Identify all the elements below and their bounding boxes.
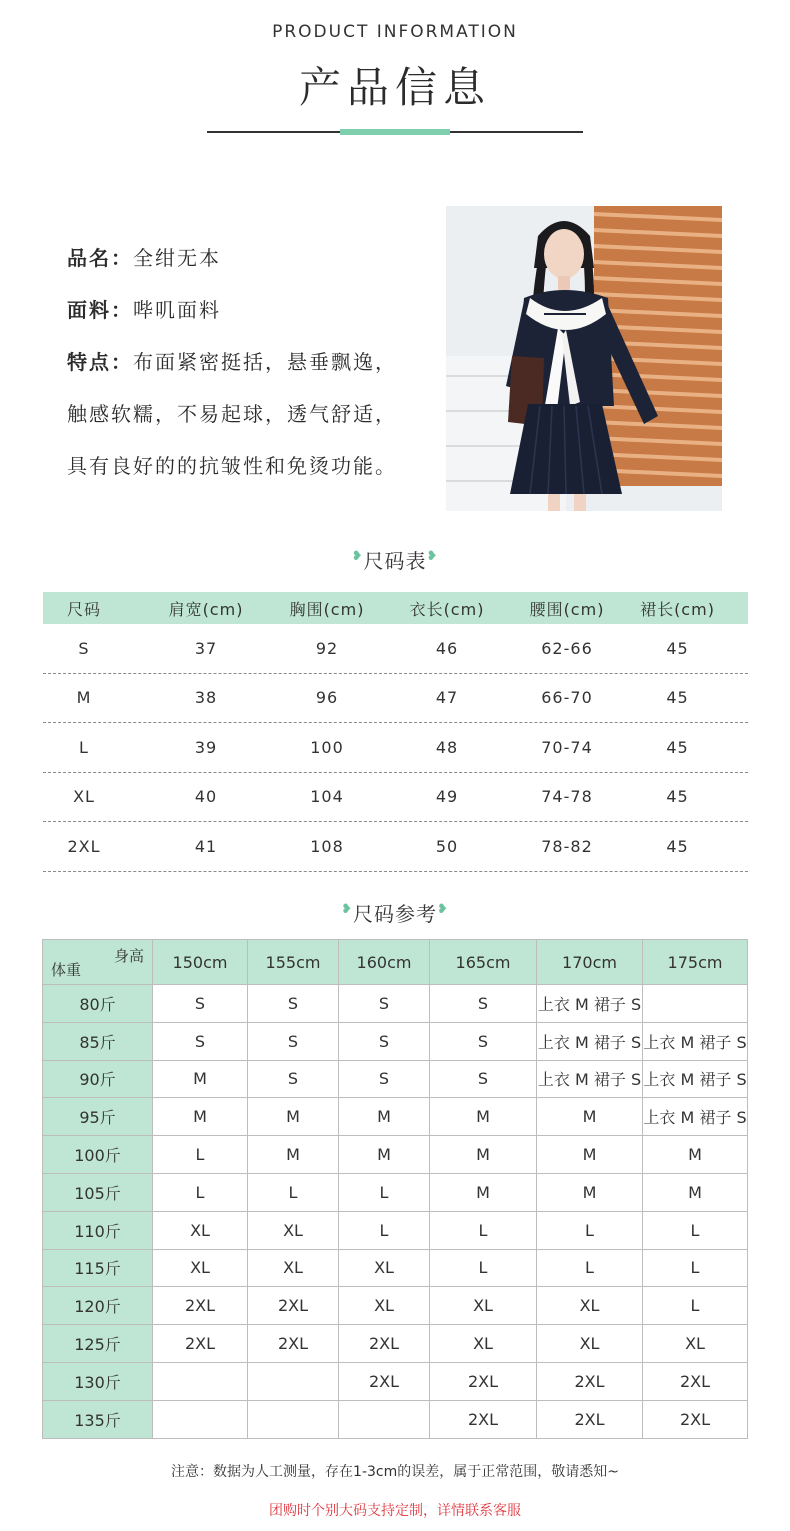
weight-cell: 125斤	[43, 1325, 153, 1363]
size-chart-cell: 46	[435, 638, 459, 658]
recommended-size-cell: 2XL	[643, 1362, 748, 1400]
product-features-text-1: 布面紧密挺括，悬垂飘逸，	[133, 350, 397, 374]
size-reference-row	[43, 1287, 748, 1325]
recommended-size-cell: S	[339, 985, 430, 1023]
recommended-size-cell: 上衣 M 裙子 S	[537, 1022, 643, 1060]
header-title-en: PRODUCT INFORMATION	[272, 22, 518, 42]
recommended-size-cell: M	[643, 1173, 748, 1211]
heart-icon: ❥	[341, 902, 353, 917]
product-photo	[446, 206, 722, 511]
size-reference-row	[43, 1325, 748, 1363]
recommended-size-cell: S	[339, 1060, 430, 1098]
recommended-size-cell: M	[153, 1098, 248, 1136]
size-chart-cell: 104	[310, 787, 344, 807]
size-reference-row	[43, 1400, 748, 1438]
size-chart-cell: XL	[73, 787, 95, 807]
recommended-size-cell: 2XL	[643, 1400, 748, 1438]
size-chart-cell: 108	[310, 836, 344, 856]
height-header-cell: 155cm	[248, 940, 339, 985]
size-chart-cell: 40	[194, 787, 218, 807]
weight-cell: 115斤	[43, 1249, 153, 1287]
recommended-size-cell: L	[153, 1136, 248, 1174]
product-fabric-line	[67, 294, 221, 323]
size-reference-title	[0, 898, 790, 927]
recommended-size-cell: L	[537, 1211, 643, 1249]
size-chart-cell: 92	[315, 638, 339, 658]
weight-axis-label: 体重	[51, 961, 82, 979]
heart-icon: ❥	[426, 549, 439, 564]
size-chart-row	[43, 624, 748, 674]
size-chart-header-cell: 肩宽(cm)	[168, 599, 244, 619]
size-chart-cell: 45	[666, 836, 689, 856]
size-reference-row	[43, 1173, 748, 1211]
recommended-size-cell: M	[643, 1136, 748, 1174]
size-chart-cell: 47	[435, 688, 459, 708]
recommended-size-cell: 上衣 M 裙子 S	[537, 985, 643, 1023]
recommended-size-cell: 2XL	[248, 1287, 339, 1325]
size-chart-cell: L	[79, 737, 89, 757]
recommended-size-cell	[248, 1362, 339, 1400]
recommended-size-cell: XL	[339, 1249, 430, 1287]
recommended-size-cell: 2XL	[153, 1287, 248, 1325]
recommended-size-cell: L	[248, 1173, 339, 1211]
recommended-size-cell: S	[153, 985, 248, 1023]
size-chart-cell: 66-70	[541, 688, 593, 708]
size-reference-row	[43, 1249, 748, 1287]
size-chart-cell: 48	[435, 737, 459, 757]
recommended-size-cell: 2XL	[537, 1400, 643, 1438]
size-chart-cell: 50	[435, 836, 459, 856]
size-chart-header-cell: 尺码	[66, 599, 101, 619]
size-reference-body	[43, 985, 748, 1439]
recommended-size-cell	[248, 1400, 339, 1438]
product-features-label: 特点：	[67, 350, 133, 374]
header-title-cn: 产品信息	[298, 63, 491, 112]
size-chart-title	[0, 545, 790, 574]
size-chart-cell: 49	[435, 787, 459, 807]
size-chart-cell: 45	[666, 737, 689, 757]
size-chart-cell: 45	[666, 688, 689, 708]
recommended-size-cell: S	[430, 1022, 537, 1060]
recommended-size-cell	[153, 1400, 248, 1438]
size-chart-header-cell: 胸围(cm)	[289, 599, 365, 619]
recommended-size-cell: M	[430, 1098, 537, 1136]
size-reference-corner-cell	[43, 940, 153, 985]
recommended-size-cell: XL	[248, 1211, 339, 1249]
recommended-size-cell	[643, 985, 748, 1023]
size-chart-row	[43, 773, 748, 823]
recommended-size-cell: S	[248, 985, 339, 1023]
weight-cell: 105斤	[43, 1173, 153, 1211]
recommended-size-cell: S	[430, 985, 537, 1023]
recommended-size-cell: XL	[248, 1249, 339, 1287]
recommended-size-cell	[153, 1362, 248, 1400]
size-chart-body	[43, 624, 748, 872]
product-photo-illustration	[446, 206, 722, 511]
recommended-size-cell: S	[248, 1060, 339, 1098]
recommended-size-cell: M	[537, 1098, 643, 1136]
recommended-size-cell: L	[643, 1287, 748, 1325]
size-reference-row	[43, 1211, 748, 1249]
weight-cell: 110斤	[43, 1211, 153, 1249]
size-chart-header-cell: 腰围(cm)	[529, 599, 605, 619]
weight-cell: 80斤	[43, 985, 153, 1023]
size-chart-cell: 45	[666, 787, 689, 807]
size-chart-cell: 37	[194, 638, 218, 658]
size-reference-row	[43, 985, 748, 1023]
recommended-size-cell: 2XL	[153, 1325, 248, 1363]
size-chart-cell: 38	[194, 688, 218, 708]
weight-cell: 120斤	[43, 1287, 153, 1325]
size-reference-row	[43, 1098, 748, 1136]
size-reference-row	[43, 1136, 748, 1174]
size-reference-table	[42, 939, 748, 1439]
recommended-size-cell: 2XL	[537, 1362, 643, 1400]
weight-cell: 135斤	[43, 1400, 153, 1438]
weight-cell: 100斤	[43, 1136, 153, 1174]
size-chart-cell: 74-78	[541, 787, 593, 807]
size-chart-cell: 78-82	[541, 836, 593, 856]
recommended-size-cell: 2XL	[430, 1362, 537, 1400]
weight-cell: 85斤	[43, 1022, 153, 1060]
recommended-size-cell: M	[430, 1173, 537, 1211]
size-chart-table	[43, 592, 748, 872]
size-chart-header-cell: 衣长(cm)	[409, 599, 485, 619]
measurement-note: 注意：数据为人工测量，存在1-3cm的误差，属于正常范围，敬请悉知~	[171, 1464, 619, 1480]
height-header-cell: 150cm	[153, 940, 248, 985]
product-features-line	[67, 346, 397, 375]
size-chart-cell: 39	[194, 737, 218, 757]
recommended-size-cell: L	[153, 1173, 248, 1211]
size-chart-cell: 2XL	[67, 836, 101, 856]
size-chart-cell: M	[76, 688, 92, 708]
recommended-size-cell: L	[430, 1211, 537, 1249]
recommended-size-cell: M	[248, 1098, 339, 1136]
recommended-size-cell: M	[153, 1060, 248, 1098]
product-fabric-value: 哔叽面料	[133, 298, 221, 322]
recommended-size-cell: L	[339, 1211, 430, 1249]
size-chart-cell: 62-66	[541, 638, 593, 658]
recommended-size-cell: M	[339, 1098, 430, 1136]
product-name-value: 全绀无本	[133, 246, 221, 270]
recommended-size-cell: 2XL	[339, 1325, 430, 1363]
recommended-size-cell: S	[430, 1060, 537, 1098]
size-chart-row	[43, 674, 748, 724]
recommended-size-cell: 2XL	[430, 1400, 537, 1438]
size-chart-header-cell: 裙长(cm)	[640, 599, 715, 619]
recommended-size-cell: 2XL	[248, 1325, 339, 1363]
product-fabric-label: 面料：	[67, 298, 133, 322]
product-name-label: 品名：	[67, 246, 133, 270]
recommended-size-cell: XL	[643, 1325, 748, 1363]
heart-icon: ❥	[351, 549, 364, 564]
height-axis-label: 身高	[113, 947, 144, 965]
size-chart-cell: 41	[194, 836, 218, 856]
recommended-size-cell	[339, 1400, 430, 1438]
recommended-size-cell: XL	[430, 1287, 537, 1325]
recommended-size-cell: 上衣 M 裙子 S	[643, 1060, 748, 1098]
recommended-size-cell: M	[339, 1136, 430, 1174]
size-reference-row	[43, 1362, 748, 1400]
product-name-line	[67, 242, 221, 271]
size-chart-header-row	[43, 592, 748, 624]
recommended-size-cell: 上衣 M 裙子 S	[643, 1022, 748, 1060]
recommended-size-cell: L	[643, 1211, 748, 1249]
size-reference-row	[43, 1022, 748, 1060]
recommended-size-cell: 2XL	[339, 1362, 430, 1400]
recommended-size-cell: S	[153, 1022, 248, 1060]
size-chart-cell: 100	[310, 737, 344, 757]
weight-cell: 90斤	[43, 1060, 153, 1098]
recommended-size-cell: S	[339, 1022, 430, 1060]
size-chart-cell: 70-74	[541, 737, 593, 757]
weight-cell: 95斤	[43, 1098, 153, 1136]
heart-icon: ❥	[437, 902, 449, 917]
recommended-size-cell: XL	[153, 1211, 248, 1249]
size-reference-row	[43, 1060, 748, 1098]
size-reference-title-text: 尺码参考	[353, 902, 437, 926]
recommended-size-cell: L	[430, 1249, 537, 1287]
size-reference-header-row	[43, 940, 748, 985]
size-chart-title-text: 尺码表	[363, 549, 427, 573]
recommended-size-cell: S	[248, 1022, 339, 1060]
recommended-size-cell: M	[537, 1173, 643, 1211]
product-features-text-2: 触感软糯，不易起球，透气舒适，	[67, 402, 397, 426]
size-chart-row	[43, 723, 748, 773]
header-accent-bar	[340, 129, 450, 135]
custom-size-notice: 团购时个别大码支持定制，详情联系客服	[269, 1503, 521, 1519]
size-chart-row	[43, 822, 748, 872]
recommended-size-cell: 上衣 M 裙子 S	[643, 1098, 748, 1136]
height-header-cell: 175cm	[643, 940, 748, 985]
size-chart-cell: S	[78, 638, 90, 658]
recommended-size-cell: L	[643, 1249, 748, 1287]
recommended-size-cell: M	[430, 1136, 537, 1174]
recommended-size-cell: 上衣 M 裙子 S	[537, 1060, 643, 1098]
recommended-size-cell: XL	[339, 1287, 430, 1325]
recommended-size-cell: XL	[153, 1249, 248, 1287]
height-header-cell: 170cm	[537, 940, 643, 985]
recommended-size-cell: M	[248, 1136, 339, 1174]
recommended-size-cell: XL	[537, 1287, 643, 1325]
recommended-size-cell: L	[537, 1249, 643, 1287]
recommended-size-cell: XL	[430, 1325, 537, 1363]
weight-cell: 130斤	[43, 1362, 153, 1400]
recommended-size-cell: M	[537, 1136, 643, 1174]
recommended-size-cell: L	[339, 1173, 430, 1211]
size-chart-cell: 45	[666, 638, 689, 658]
height-header-cell: 165cm	[430, 940, 537, 985]
height-header-cell: 160cm	[339, 940, 430, 985]
recommended-size-cell: XL	[537, 1325, 643, 1363]
size-chart-cell: 96	[315, 688, 339, 708]
product-features-text-3: 具有良好的的抗皱性和免烫功能。	[67, 454, 397, 478]
